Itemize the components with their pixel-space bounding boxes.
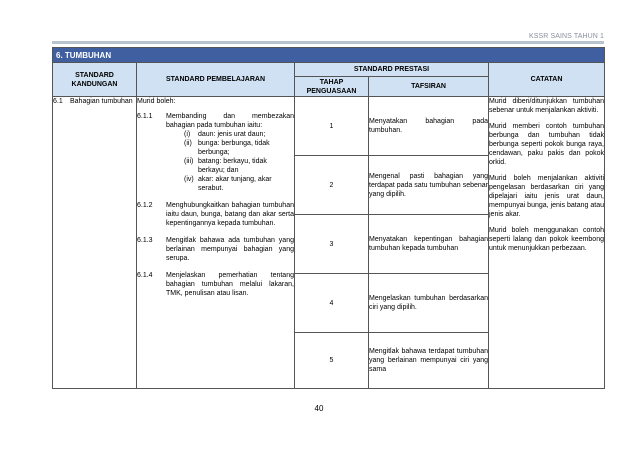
tafsiran-level-4: Mengelaskan tumbuhan berdasarkan ciri yang dipilih. [369, 274, 489, 333]
col-header-tahap-penguasaan: TAHAP PENGUASAAN [295, 77, 369, 97]
pembelajaran-item [137, 201, 294, 228]
sub-item-number: (i) [184, 131, 191, 138]
col-header-catatan: CATATAN [489, 63, 605, 97]
curriculum-table [52, 47, 605, 389]
sub-item [184, 130, 294, 139]
catatan-note: Murid boleh menggunakan contoh seperti lalang dan pokok keembong untuk menunjukkan perbezaan. [489, 227, 604, 252]
header-rule [52, 41, 604, 44]
sub-item-text: batang: berkayu, tidak berkayu; dan [198, 158, 267, 174]
col-header-tafsiran: TAFSIRAN [369, 77, 489, 97]
pembelajaran-item [137, 112, 294, 193]
col-header-standard-prestasi: STANDARD PRESTASI [295, 63, 489, 77]
pembelajaran-item [137, 236, 294, 263]
sub-list [184, 130, 294, 193]
sub-item [184, 157, 294, 175]
item-number: 6.1.1 [137, 113, 153, 120]
col-header-standard-kandungan: STANDARD KANDUNGAN [53, 63, 137, 97]
tafsiran-level-1: Menyatakan bahagian pada tumbuhan. [369, 97, 489, 156]
tahap-level-3: 3 [295, 215, 369, 274]
sub-item [184, 139, 294, 157]
standard-kandungan-cell [53, 97, 137, 389]
sub-item-text: bunga: berbunga, tidak berbunga; [198, 140, 270, 156]
tahap-level-5: 5 [295, 333, 369, 389]
tafsiran-level-5: Mengitlak bahawa terdapat tumbuhan yang berlainan mempunyai ciri yang sama [369, 333, 489, 389]
sub-item-number: (ii) [184, 140, 192, 147]
item-number: 6.1.4 [137, 272, 153, 279]
tafsiran-level-3: Menyatakan kepentingan bahagian tumbuhan kepada tumbuhan [369, 215, 489, 274]
pembelajaran-item [137, 271, 294, 298]
catatan-cell [489, 97, 605, 389]
sub-item-number: (iv) [184, 176, 194, 183]
col-header-standard-pembelajaran: STANDARD PEMBELAJARAN [137, 63, 295, 97]
standard-pembelajaran-cell [137, 97, 295, 389]
sub-item-text: daun: jenis urat daun; [198, 131, 266, 138]
sub-item-number: (iii) [184, 158, 194, 165]
catatan-note: Murid boleh menjalankan aktiviti pengelasan berdasarkan ciri yang dipelajari iaitu jenis urat daun, mempunyai bunga, jenis batang atau jenis akar. [489, 175, 604, 218]
item-number: 6.1.3 [137, 237, 153, 244]
item-text: Membanding dan membezakan bahagian pada tumbuhan iaitu: [166, 113, 294, 129]
sub-item [184, 175, 294, 193]
tafsiran-level-2: Mengenal pasti bahagian yang terdapat pada satu tumbuhan sebenar yang dipilih. [369, 156, 489, 215]
tahap-level-2: 2 [295, 156, 369, 215]
sub-item-text: akar: akar tunjang, akar serabut. [198, 176, 272, 192]
item-number: 6.1.2 [137, 202, 153, 209]
tahap-level-4: 4 [295, 274, 369, 333]
catatan-note: Murid diberi/ditunjukkan tumbuhan sebenar untuk menjalankan aktiviti. [489, 98, 604, 114]
item-text: Menjelaskan pemerhatian tentang bahagian tumbuhan melalui lakaran, TMK, penulisan atau lisan. [166, 272, 294, 297]
page-number: 40 [314, 404, 324, 413]
pembelajaran-intro: Murid boleh: [137, 98, 176, 105]
item-text: Menghubungkaitkan bahagian tumbuhan iaitu daun, bunga, batang dan akar serta kepentingannya kepada tumbuhan. [166, 202, 294, 227]
tahap-level-1: 1 [295, 97, 369, 156]
kandungan-number: 6.1 [53, 98, 63, 105]
catatan-note: Murid memberi contoh tumbuhan berbunga dan tumbuhan tidak berbunga seperti pokok bunga raya, cendawan, paku pakis dan pokok orkid. [489, 123, 604, 166]
section-title: 6. TUMBUHAN [53, 48, 605, 63]
running-header: KSSR SAINS TAHUN 1 [528, 33, 604, 40]
item-text: Mengitlak bahawa ada tumbuhan yang berlainan mempunyai bahagian yang serupa. [166, 237, 294, 262]
kandungan-text: Bahagian tumbuhan [70, 98, 133, 105]
